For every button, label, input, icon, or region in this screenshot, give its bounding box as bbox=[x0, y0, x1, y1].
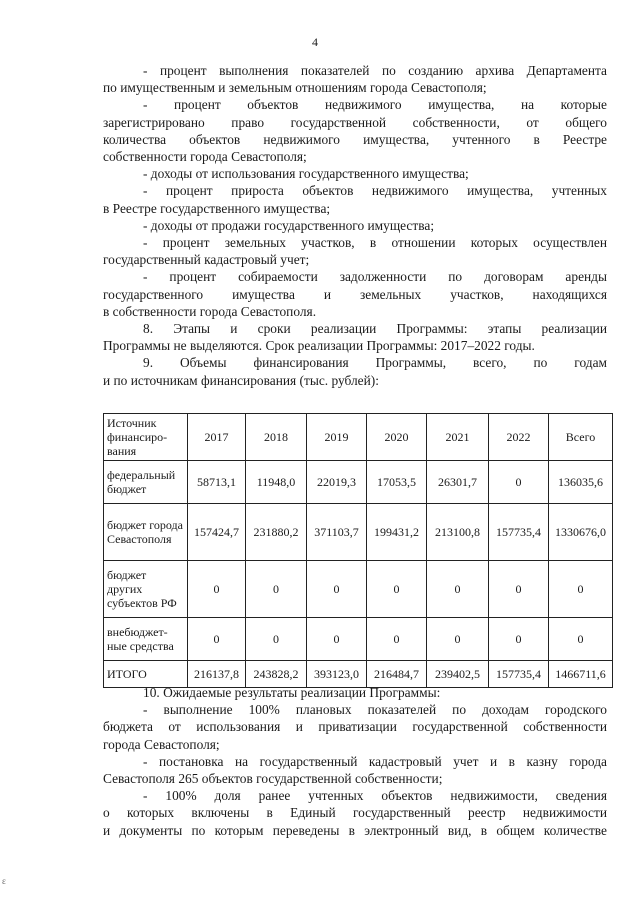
table-header-cell: 2018 bbox=[246, 414, 307, 461]
table-cell: 0 bbox=[246, 561, 307, 618]
table-cell: 58713,1 bbox=[188, 461, 246, 504]
text-line: 10. Ожидаемые результаты реализации Программы: bbox=[143, 685, 441, 700]
table-cell: 0 bbox=[307, 618, 367, 661]
table-cell: 11948,0 bbox=[246, 461, 307, 504]
table-cell: федеральный бюджет bbox=[104, 461, 188, 504]
table-cell: 0 bbox=[188, 561, 246, 618]
text-line: и документы по которым переведены в электронный вид, в общем количестве bbox=[103, 822, 607, 838]
text-line: количества объектов недвижимого имущества, учтенного в Реестре bbox=[103, 131, 607, 147]
text-line: - процент собираемости задолженности по договорам аренды bbox=[143, 269, 607, 285]
table-header-cell: 2020 bbox=[367, 414, 427, 461]
text-line: и по источникам финансирования (тыс. рублей): bbox=[103, 372, 379, 388]
text-line: - 100% доля ранее учтенных объектов недвижимости, сведения bbox=[143, 788, 607, 804]
table-cell: 1466711,6 bbox=[549, 661, 613, 688]
table-cell: ИТОГО bbox=[104, 661, 188, 688]
text-line: - процент прироста объектов недвижимого имущества, учтенных bbox=[143, 183, 607, 199]
table-cell: 136035,6 bbox=[549, 461, 613, 504]
text-line: Севастополя 265 объектов государственной собственности; bbox=[103, 771, 443, 787]
table-cell: бюджет других субъектов РФ bbox=[104, 561, 188, 618]
text-line: государственный кадастровый учет; bbox=[103, 252, 310, 268]
table-cell: 0 bbox=[549, 561, 613, 618]
text-line: бюджета от использования и приватизации государственной собственности bbox=[103, 719, 607, 735]
text-line: по имущественным и земельным отношениям города Севастополя; bbox=[103, 80, 487, 96]
table-cell: 0 bbox=[489, 618, 549, 661]
table-header-cell: Всего bbox=[549, 414, 613, 461]
table-cell: 216484,7 bbox=[367, 661, 427, 688]
table-cell: 0 bbox=[549, 618, 613, 661]
table-cell: 26301,7 bbox=[427, 461, 489, 504]
text-line: 9. Объемы финансирования Программы, всего, по годам bbox=[143, 355, 607, 371]
table-cell: 371103,7 bbox=[307, 504, 367, 561]
table-cell: 213100,8 bbox=[427, 504, 489, 561]
text-line: - доходы от использования государственного имущества; bbox=[143, 166, 469, 182]
table-cell: 0 bbox=[307, 561, 367, 618]
table-cell: 157735,4 bbox=[489, 504, 549, 561]
body-text-top bbox=[103, 62, 607, 389]
table-cell: 239402,5 bbox=[427, 661, 489, 688]
table-cell: 157424,7 bbox=[188, 504, 246, 561]
table-cell: 22019,3 bbox=[307, 461, 367, 504]
table-cell: 0 bbox=[489, 561, 549, 618]
table-row bbox=[104, 504, 613, 561]
table-header-cell: 2017 bbox=[188, 414, 246, 461]
table-cell: 0 bbox=[427, 561, 489, 618]
table-header-cell: 2021 bbox=[427, 414, 489, 461]
text-line: государственного имущества и земельных участков, находящихся bbox=[103, 286, 607, 302]
table-cell: 0 bbox=[367, 618, 427, 661]
table-row bbox=[104, 461, 613, 504]
text-line: - процент выполнения показателей по созданию архива Департамента bbox=[143, 63, 607, 78]
table-cell: 0 bbox=[188, 618, 246, 661]
text-line: зарегистрировано право государственной собственности, от общего bbox=[103, 114, 607, 130]
text-line: - выполнение 100% плановых показателей по доходам городского bbox=[143, 702, 607, 718]
table-cell: 0 bbox=[367, 561, 427, 618]
table-cell: 231880,2 bbox=[246, 504, 307, 561]
text-line: Программы не выделяются. Срок реализации Программы: 2017–2022 годы. bbox=[103, 338, 535, 354]
table-cell: 393123,0 bbox=[307, 661, 367, 688]
text-line: собственности города Севастополя; bbox=[103, 149, 307, 165]
body-text-bottom bbox=[103, 684, 607, 839]
table-cell: 0 bbox=[427, 618, 489, 661]
table-cell: 199431,2 bbox=[367, 504, 427, 561]
text-line: - постановка на государственный кадастровый учет и в казну города bbox=[143, 753, 607, 769]
text-line: 8. Этапы и сроки реализации Программы: этапы реализации bbox=[143, 321, 607, 337]
page-number: 4 bbox=[312, 35, 318, 49]
financing-table bbox=[103, 413, 613, 688]
table-row bbox=[104, 561, 613, 618]
table-cell: 0 bbox=[246, 618, 307, 661]
table-cell: внебюджет-ные средства bbox=[104, 618, 188, 661]
scan-artifact: ɛ bbox=[2, 876, 6, 886]
table-cell: 17053,5 bbox=[367, 461, 427, 504]
table-cell: 216137,8 bbox=[188, 661, 246, 688]
table-cell: 243828,2 bbox=[246, 661, 307, 688]
table-cell: 0 bbox=[489, 461, 549, 504]
table-cell: бюджет города Севастополя bbox=[104, 504, 188, 561]
text-line: о которых включены в Единый государственный реестр недвижимости bbox=[103, 805, 607, 821]
table-header-row bbox=[104, 414, 613, 461]
text-line: - процент объектов недвижимого имущества, на которые bbox=[143, 97, 607, 113]
text-line: - доходы от продажи государственного имущества; bbox=[143, 217, 435, 233]
table-row bbox=[104, 618, 613, 661]
table-cell: 157735,4 bbox=[489, 661, 549, 688]
text-line: - процент земельных участков, в отношении которых осуществлен bbox=[143, 235, 607, 251]
text-line: в собственности города Севастополя. bbox=[103, 303, 317, 319]
table-header-cell: 2019 bbox=[307, 414, 367, 461]
table-header-cell: Источник финансиро-вания bbox=[104, 414, 188, 461]
table-cell: 1330676,0 bbox=[549, 504, 613, 561]
table-header-cell: 2022 bbox=[489, 414, 549, 461]
text-line: города Севастополя; bbox=[103, 736, 220, 752]
text-line: в Реестре государственного имущества; bbox=[103, 200, 331, 216]
